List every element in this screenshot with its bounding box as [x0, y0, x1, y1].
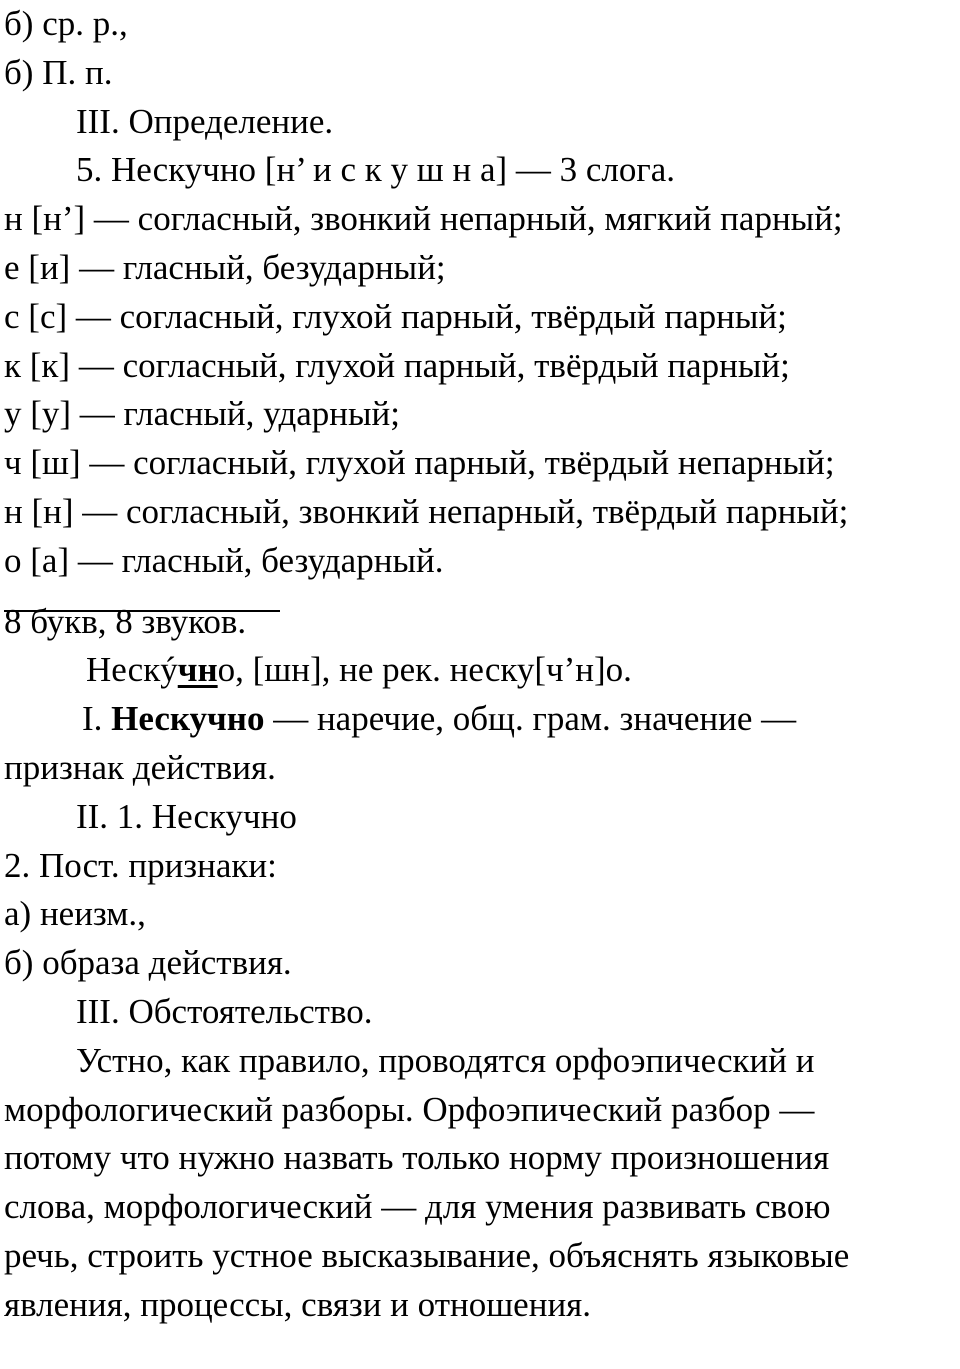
- orthoepy-highlight: чн: [177, 650, 218, 690]
- text-line: б) образа действия.: [4, 943, 292, 983]
- paragraph-line: речь, строить устное высказывание, объяснять языковые: [4, 1235, 850, 1275]
- text-line: б) П. п.: [4, 52, 113, 92]
- text-line: а) неизм.,: [4, 894, 146, 934]
- paragraph-line: потому что нужно назвать только норму произношения: [4, 1138, 830, 1178]
- paragraph-line: слова, морфологический — для умения развивать свою: [4, 1187, 831, 1227]
- morph-heading-line: [4, 695, 954, 744]
- sound-analysis-line: н [н] — согласный, звонкий непарный, твёрдый парный;: [4, 491, 849, 531]
- morph-rest: — наречие, общ. грам. значение —: [264, 699, 797, 739]
- paragraph-line: явления, процессы, связи и отношения.: [4, 1284, 592, 1324]
- sound-analysis-line: о [а] — гласный, безударный.: [4, 540, 444, 580]
- sound-analysis-line: н [н’] — согласный, звонкий непарный, мягкий парный;: [4, 199, 843, 239]
- paragraph-line: морфологический разборы. Орфоэпический разбор —: [4, 1089, 815, 1129]
- sound-analysis-line: е [и] — гласный, безударный;: [4, 247, 446, 287]
- morph-numeral: I.: [82, 699, 103, 739]
- text-line: III. Определение.: [76, 101, 334, 141]
- text-line: III. Обстоятельство.: [76, 991, 373, 1031]
- orthoepy-pre: Нескý: [86, 650, 178, 690]
- sound-analysis-line: у [у] — гласный, ударный;: [4, 394, 400, 434]
- text-line: признак действия.: [4, 747, 276, 787]
- text-line: 5. Нескучно [н’ и с к у ш н а] — 3 слога.: [76, 150, 676, 190]
- orthoepy-post: о, [шн], не рек. неску[ч’н]о.: [217, 650, 632, 690]
- sound-analysis-line: ч [ш] — согласный, глухой парный, твёрдый непарный;: [4, 443, 835, 483]
- orthoepy-line: [4, 646, 954, 695]
- paragraph-line: Устно, как правило, проводятся орфоэпический и: [76, 1040, 815, 1080]
- counts-line: 8 букв, 8 звуков.: [4, 601, 247, 641]
- text-line: б) ср. р.,: [4, 4, 128, 43]
- text-line: 2. Пост. признаки:: [4, 845, 277, 885]
- document-body: [4, 0, 954, 1330]
- sound-analysis-line: к [к] — согласный, глухой парный, твёрдый парный;: [4, 345, 790, 385]
- text-line: II. 1. Нескучно: [76, 796, 297, 836]
- sound-analysis-line: с [с] — согласный, глухой парный, твёрдый парный;: [4, 296, 787, 336]
- morph-word: Нескучно: [111, 699, 265, 739]
